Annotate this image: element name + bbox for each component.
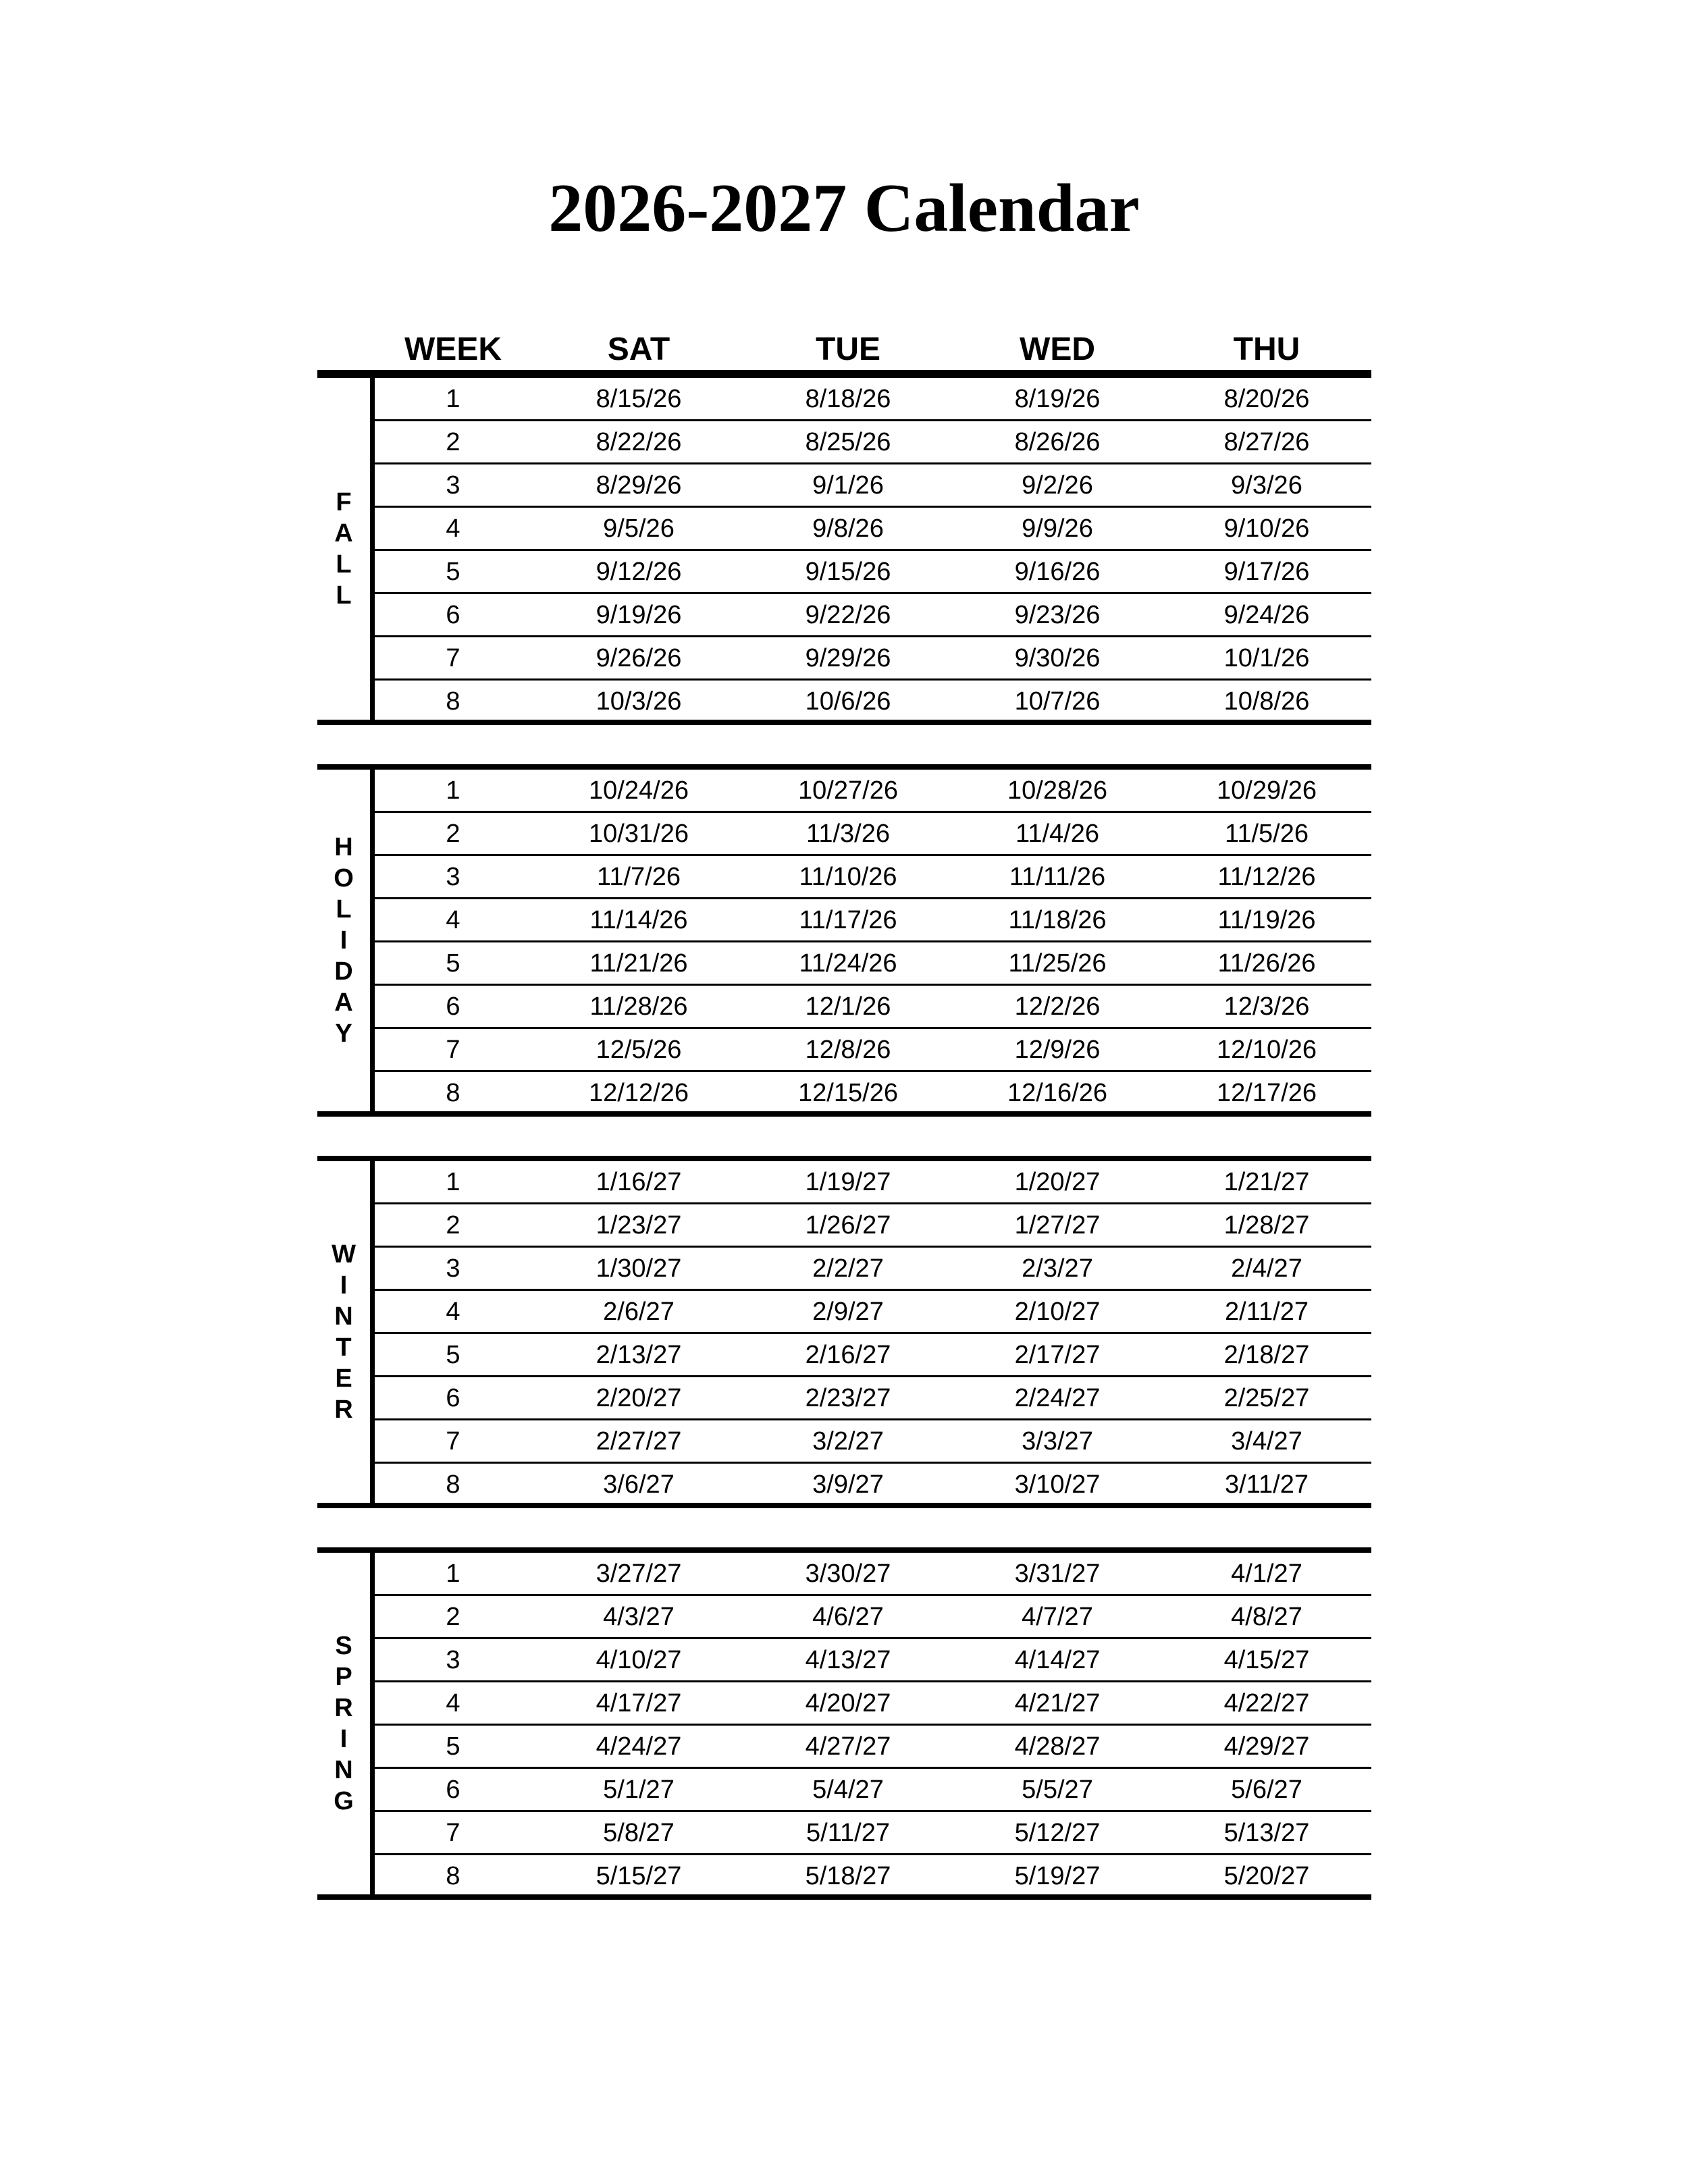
date-cell-thu: 4/1/27 — [1231, 1560, 1302, 1588]
week-number-cell: 5 — [446, 949, 460, 978]
date-cell-tue: 2/9/27 — [812, 1298, 884, 1326]
date-cell-sat: 9/19/26 — [596, 601, 682, 629]
column-header-tue: TUE — [816, 331, 880, 367]
date-cell-sat: 11/14/26 — [589, 906, 688, 934]
table-row — [375, 1726, 1371, 1769]
date-cell-tue: 2/16/27 — [805, 1341, 891, 1369]
date-cell-sat: 9/5/26 — [603, 514, 675, 543]
section-label-letter: L — [336, 581, 352, 610]
date-cell-tue: 5/11/27 — [806, 1819, 890, 1847]
section-label-letter: F — [336, 488, 352, 516]
section-spring — [317, 1547, 1371, 1900]
table-row — [375, 1639, 1371, 1682]
date-cell-tue: 10/6/26 — [805, 687, 891, 716]
week-number-cell: 8 — [446, 1470, 460, 1499]
date-cell-sat: 4/24/27 — [596, 1732, 682, 1761]
section-label-letter: L — [336, 550, 352, 579]
date-cell-thu: 12/10/26 — [1217, 1036, 1317, 1064]
section-label-letter: O — [334, 864, 354, 893]
date-cell-sat: 1/16/27 — [596, 1168, 682, 1196]
date-cell-wed: 2/17/27 — [1014, 1341, 1101, 1369]
date-cell-wed: 5/12/27 — [1014, 1819, 1101, 1847]
date-cell-wed: 11/11/26 — [1009, 863, 1106, 891]
date-cell-wed: 4/7/27 — [1022, 1603, 1093, 1631]
date-cell-tue: 11/3/26 — [806, 820, 890, 848]
week-number-cell: 1 — [446, 1168, 460, 1196]
date-cell-tue: 9/1/26 — [812, 471, 884, 500]
table-row — [375, 856, 1371, 899]
section-label-letter: P — [335, 1663, 352, 1691]
section-label-letter: A — [334, 988, 353, 1017]
date-cell-thu: 3/4/27 — [1231, 1427, 1302, 1456]
section-label-letter: E — [335, 1364, 352, 1393]
section-label-winter — [317, 1239, 370, 1425]
date-cell-tue: 11/24/26 — [799, 949, 897, 978]
date-cell-wed: 9/2/26 — [1022, 471, 1093, 500]
date-cell-tue: 12/8/26 — [805, 1036, 891, 1064]
date-cell-tue: 12/15/26 — [798, 1079, 898, 1107]
week-number-cell: 6 — [446, 1384, 460, 1412]
table-row — [375, 942, 1371, 986]
date-cell-thu: 5/6/27 — [1231, 1776, 1302, 1804]
table-row — [375, 1334, 1371, 1377]
section-fall — [317, 373, 1371, 725]
table-row — [375, 1464, 1371, 1507]
week-number-cell: 2 — [446, 428, 460, 456]
date-cell-tue: 4/27/27 — [805, 1732, 891, 1761]
section-label-letter: T — [336, 1333, 352, 1362]
section-label-letter: I — [340, 1725, 348, 1753]
date-cell-thu: 1/21/27 — [1223, 1168, 1310, 1196]
table-row — [375, 1769, 1371, 1812]
table-row — [375, 1204, 1371, 1248]
section-label-letter: G — [334, 1787, 354, 1815]
date-cell-wed: 2/3/27 — [1022, 1254, 1093, 1283]
week-number-cell: 3 — [446, 1646, 460, 1674]
column-header-sat: SAT — [607, 331, 670, 367]
date-cell-tue: 3/9/27 — [812, 1470, 884, 1499]
date-cell-wed: 4/21/27 — [1014, 1689, 1101, 1717]
date-cell-sat: 11/28/26 — [589, 992, 688, 1021]
week-number-cell: 3 — [446, 1254, 460, 1283]
table-row — [375, 1248, 1371, 1291]
section-vertical-rule — [370, 1547, 375, 1900]
date-cell-wed: 11/18/26 — [1008, 906, 1107, 934]
date-cell-thu: 9/10/26 — [1223, 514, 1310, 543]
date-cell-thu: 12/17/26 — [1217, 1079, 1317, 1107]
week-number-cell: 8 — [446, 687, 460, 716]
section-label-spring — [317, 1630, 370, 1817]
table-row — [375, 1029, 1371, 1072]
date-cell-wed: 5/19/27 — [1014, 1862, 1101, 1890]
table-row — [375, 378, 1371, 421]
date-cell-thu: 3/11/27 — [1225, 1470, 1309, 1499]
date-cell-sat: 2/6/27 — [603, 1298, 675, 1326]
date-cell-sat: 10/3/26 — [596, 687, 682, 716]
date-cell-thu: 4/29/27 — [1223, 1732, 1310, 1761]
date-cell-tue: 2/2/27 — [812, 1254, 884, 1283]
week-number-cell: 5 — [446, 1341, 460, 1369]
date-cell-sat: 12/12/26 — [589, 1079, 689, 1107]
date-cell-sat: 4/3/27 — [603, 1603, 675, 1631]
date-cell-sat: 4/10/27 — [596, 1646, 682, 1674]
table-row — [375, 637, 1371, 681]
section-vertical-rule — [370, 1156, 375, 1508]
section-winter — [317, 1156, 1371, 1508]
date-cell-thu: 1/28/27 — [1223, 1211, 1310, 1240]
date-cell-thu: 4/22/27 — [1223, 1689, 1310, 1717]
date-cell-tue: 12/1/26 — [805, 992, 891, 1021]
table-row — [375, 1596, 1371, 1639]
section-holiday — [317, 764, 1371, 1117]
week-number-cell: 7 — [446, 1819, 460, 1847]
week-number-cell: 3 — [446, 863, 460, 891]
week-number-cell: 2 — [446, 820, 460, 848]
section-label-letter: H — [334, 833, 353, 861]
date-cell-thu: 8/27/26 — [1223, 428, 1310, 456]
date-cell-wed: 10/7/26 — [1014, 687, 1101, 716]
date-cell-wed: 1/27/27 — [1014, 1211, 1101, 1240]
week-number-cell: 4 — [446, 514, 460, 543]
week-number-cell: 7 — [446, 1036, 460, 1064]
date-cell-sat: 5/15/27 — [596, 1862, 682, 1890]
date-cell-thu: 10/1/26 — [1223, 644, 1310, 672]
table-row — [375, 1072, 1371, 1115]
date-cell-sat: 2/13/27 — [596, 1341, 682, 1369]
table-row — [375, 464, 1371, 508]
week-number-cell: 6 — [446, 1776, 460, 1804]
section-label-letter: Y — [335, 1019, 352, 1048]
date-cell-wed: 3/31/27 — [1014, 1560, 1101, 1588]
date-cell-tue: 4/20/27 — [805, 1689, 891, 1717]
date-cell-thu: 2/18/27 — [1223, 1341, 1310, 1369]
date-cell-wed: 2/10/27 — [1014, 1298, 1101, 1326]
table-row — [375, 770, 1371, 813]
table-row — [375, 681, 1371, 724]
date-cell-sat: 2/20/27 — [596, 1384, 682, 1412]
date-cell-thu: 11/19/26 — [1217, 906, 1316, 934]
table-row — [375, 508, 1371, 551]
date-cell-tue: 4/13/27 — [805, 1646, 891, 1674]
date-cell-wed: 12/2/26 — [1014, 992, 1101, 1021]
date-cell-tue: 8/18/26 — [805, 385, 891, 413]
column-header-row — [317, 324, 1371, 371]
section-label-letter: I — [340, 926, 348, 955]
date-cell-sat: 10/31/26 — [589, 820, 689, 848]
table-row — [375, 813, 1371, 856]
date-cell-tue: 5/18/27 — [805, 1862, 891, 1890]
date-cell-tue: 11/10/26 — [799, 863, 897, 891]
column-header-week: WEEK — [404, 331, 502, 367]
date-cell-sat: 8/15/26 — [596, 385, 682, 413]
section-bottom-rule — [317, 1503, 1371, 1508]
date-cell-wed: 11/25/26 — [1008, 949, 1107, 978]
table-row — [375, 1161, 1371, 1204]
table-row — [375, 551, 1371, 594]
week-number-cell: 3 — [446, 471, 460, 500]
date-cell-thu: 4/15/27 — [1223, 1646, 1310, 1674]
section-bottom-rule — [317, 1894, 1371, 1900]
week-number-cell: 4 — [446, 1689, 460, 1717]
date-cell-thu: 5/13/27 — [1223, 1819, 1310, 1847]
section-label-letter: N — [334, 1302, 353, 1331]
date-cell-tue: 2/23/27 — [805, 1384, 891, 1412]
date-cell-wed: 2/24/27 — [1014, 1384, 1101, 1412]
date-cell-wed: 12/9/26 — [1014, 1036, 1101, 1064]
date-cell-thu: 2/25/27 — [1223, 1384, 1310, 1412]
section-label-letter: I — [340, 1271, 348, 1300]
date-cell-sat: 9/26/26 — [596, 644, 682, 672]
date-cell-wed: 5/5/27 — [1022, 1776, 1093, 1804]
week-number-cell: 4 — [446, 1298, 460, 1326]
section-bottom-rule — [317, 1111, 1371, 1117]
week-number-cell: 4 — [446, 906, 460, 934]
date-cell-thu: 5/20/27 — [1223, 1862, 1310, 1890]
section-label-letter: L — [336, 895, 352, 924]
date-cell-sat: 3/27/27 — [596, 1560, 682, 1588]
section-bottom-rule — [317, 720, 1371, 725]
date-cell-tue: 9/29/26 — [805, 644, 891, 672]
date-cell-wed: 8/19/26 — [1014, 385, 1101, 413]
date-cell-thu: 10/8/26 — [1223, 687, 1310, 716]
date-cell-sat: 3/6/27 — [603, 1470, 675, 1499]
date-cell-thu: 4/8/27 — [1231, 1603, 1302, 1631]
table-row — [375, 899, 1371, 942]
date-cell-tue: 9/22/26 — [805, 601, 891, 629]
week-number-cell: 1 — [446, 776, 460, 805]
date-cell-wed: 3/10/27 — [1014, 1470, 1101, 1499]
week-number-cell: 8 — [446, 1079, 460, 1107]
week-number-cell: 5 — [446, 558, 460, 586]
section-label-letter: N — [334, 1756, 353, 1784]
date-cell-thu: 10/29/26 — [1217, 776, 1317, 805]
date-cell-sat: 1/23/27 — [596, 1211, 682, 1240]
section-label-letter: R — [334, 1395, 353, 1424]
date-cell-thu: 9/24/26 — [1223, 601, 1310, 629]
date-cell-sat: 4/17/27 — [596, 1689, 682, 1717]
week-number-cell: 1 — [446, 1560, 460, 1588]
section-top-rule — [317, 1547, 1371, 1553]
date-cell-thu: 9/3/26 — [1231, 471, 1302, 500]
date-cell-sat: 2/27/27 — [596, 1427, 682, 1456]
table-row — [375, 1377, 1371, 1420]
date-cell-sat: 11/21/26 — [589, 949, 688, 978]
table-row — [375, 421, 1371, 464]
date-cell-wed: 1/20/27 — [1014, 1168, 1101, 1196]
section-top-rule — [317, 1156, 1371, 1161]
date-cell-sat: 9/12/26 — [596, 558, 682, 586]
date-cell-sat: 10/24/26 — [589, 776, 689, 805]
week-number-cell: 6 — [446, 992, 460, 1021]
date-cell-sat: 1/30/27 — [596, 1254, 682, 1283]
date-cell-tue: 3/2/27 — [812, 1427, 884, 1456]
section-top-rule — [317, 764, 1371, 770]
table-row — [375, 1291, 1371, 1334]
table-row — [375, 1812, 1371, 1855]
date-cell-wed: 9/30/26 — [1014, 644, 1101, 672]
week-number-cell: 6 — [446, 601, 460, 629]
week-number-cell: 1 — [446, 385, 460, 413]
date-cell-tue: 4/6/27 — [812, 1603, 884, 1631]
week-number-cell: 8 — [446, 1862, 460, 1890]
table-row — [375, 986, 1371, 1029]
date-cell-thu: 11/26/26 — [1217, 949, 1316, 978]
week-number-cell: 7 — [446, 644, 460, 672]
table-row — [375, 1553, 1371, 1596]
date-cell-tue: 11/17/26 — [799, 906, 897, 934]
date-cell-wed: 4/14/27 — [1014, 1646, 1101, 1674]
date-cell-thu: 9/17/26 — [1223, 558, 1310, 586]
column-header-wed: WED — [1020, 331, 1095, 367]
column-header-thu: THU — [1233, 331, 1300, 367]
date-cell-tue: 9/8/26 — [812, 514, 884, 543]
date-cell-tue: 3/30/27 — [805, 1560, 891, 1588]
date-cell-thu: 2/4/27 — [1231, 1254, 1302, 1283]
date-cell-thu: 12/3/26 — [1223, 992, 1310, 1021]
section-vertical-rule — [370, 764, 375, 1117]
date-cell-thu: 11/12/26 — [1217, 863, 1316, 891]
date-cell-wed: 3/3/27 — [1022, 1427, 1093, 1456]
date-cell-sat: 11/7/26 — [597, 863, 681, 891]
section-label-letter: S — [335, 1632, 352, 1660]
date-cell-tue: 1/19/27 — [805, 1168, 891, 1196]
table-row — [375, 1855, 1371, 1898]
page-title: 2026-2027 Calendar — [548, 170, 1140, 246]
section-top-rule — [317, 373, 1371, 378]
date-cell-sat: 8/22/26 — [596, 428, 682, 456]
table-row — [375, 1420, 1371, 1464]
date-cell-thu: 8/20/26 — [1223, 385, 1310, 413]
week-number-cell: 5 — [446, 1732, 460, 1761]
section-label-holiday — [317, 832, 370, 1049]
week-number-cell: 2 — [446, 1211, 460, 1240]
section-label-letter: W — [332, 1240, 356, 1269]
section-label-fall — [317, 487, 370, 611]
date-cell-sat: 5/8/27 — [603, 1819, 675, 1847]
date-cell-wed: 4/28/27 — [1014, 1732, 1101, 1761]
section-label-letter: A — [334, 519, 353, 548]
date-cell-wed: 8/26/26 — [1014, 428, 1101, 456]
date-cell-tue: 9/15/26 — [805, 558, 891, 586]
week-number-cell: 2 — [446, 1603, 460, 1631]
section-label-letter: D — [334, 957, 353, 986]
date-cell-wed: 10/28/26 — [1007, 776, 1107, 805]
date-cell-tue: 1/26/27 — [805, 1211, 891, 1240]
date-cell-thu: 11/5/26 — [1225, 820, 1309, 848]
date-cell-sat: 12/5/26 — [596, 1036, 682, 1064]
table-row — [375, 594, 1371, 637]
table-row — [375, 1682, 1371, 1726]
date-cell-wed: 12/16/26 — [1007, 1079, 1107, 1107]
date-cell-wed: 9/16/26 — [1014, 558, 1101, 586]
date-cell-wed: 9/23/26 — [1014, 601, 1101, 629]
date-cell-tue: 8/25/26 — [805, 428, 891, 456]
week-number-cell: 7 — [446, 1427, 460, 1456]
date-cell-wed: 9/9/26 — [1022, 514, 1093, 543]
date-cell-tue: 5/4/27 — [812, 1776, 884, 1804]
date-cell-wed: 11/4/26 — [1016, 820, 1099, 848]
date-cell-thu: 2/11/27 — [1225, 1298, 1309, 1326]
date-cell-tue: 10/27/26 — [798, 776, 898, 805]
section-vertical-rule — [370, 373, 375, 725]
date-cell-sat: 8/29/26 — [596, 471, 682, 500]
date-cell-sat: 5/1/27 — [603, 1776, 675, 1804]
section-label-letter: R — [334, 1694, 353, 1722]
